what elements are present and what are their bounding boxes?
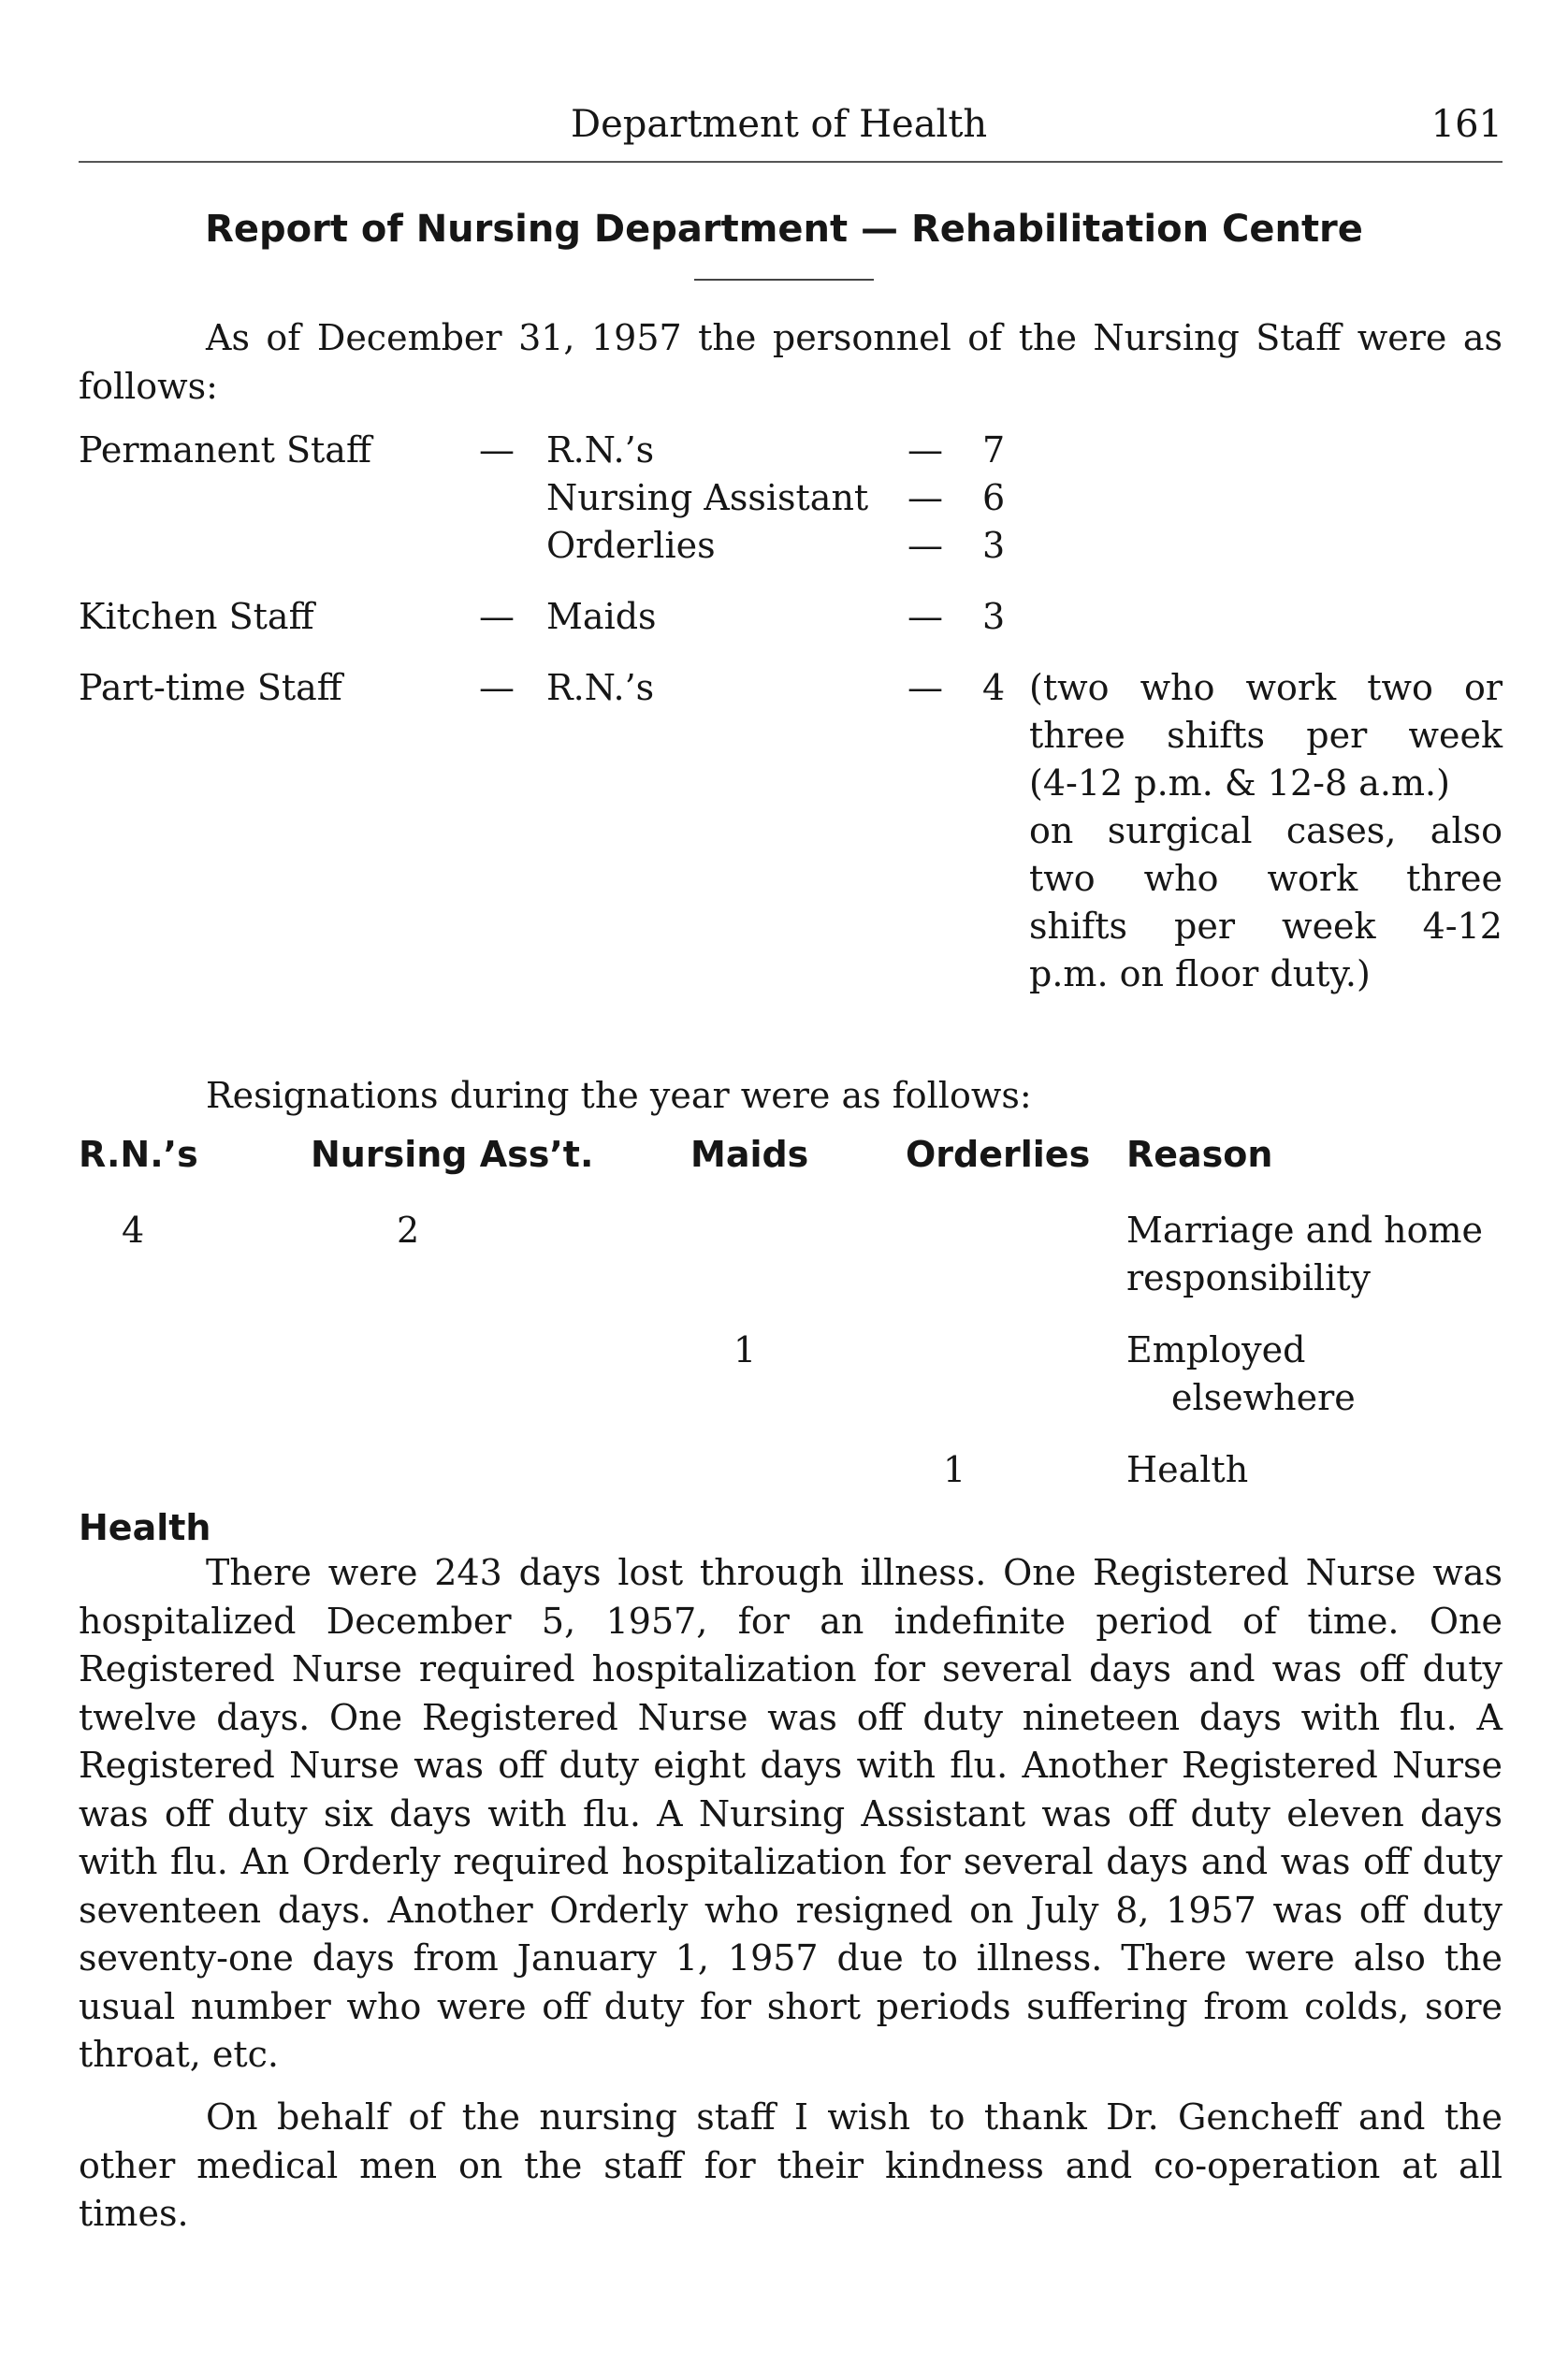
staff-role: Orderlies [546, 525, 716, 566]
intro-text: As of December 31, 1957 the personnel of the Nursing Staff were as follows: [79, 317, 1503, 407]
column-header: Nursing Ass’t. [311, 1134, 594, 1175]
section-heading: Health [79, 1507, 211, 1548]
column-header: Maids [690, 1134, 809, 1175]
dash: — [907, 667, 943, 708]
reason-line: Marriage and home [1126, 1210, 1484, 1251]
staff-group-name: Permanent Staff [79, 429, 371, 471]
dash: — [479, 596, 515, 637]
title-rule [694, 279, 874, 281]
staff-role: Nursing Assistant [546, 477, 869, 518]
closing-paragraph [79, 2094, 1503, 2239]
table-cell: 4 [122, 1210, 145, 1251]
staff-group-name: Kitchen Staff [79, 596, 314, 637]
reason-line: Employed [1126, 1329, 1306, 1370]
table-cell: 2 [397, 1210, 420, 1251]
note-line: on surgical cases, also [1029, 810, 1503, 851]
staff-count: 3 [982, 525, 1006, 566]
health-paragraph [79, 1549, 1503, 2080]
staff-role: R.N.’s [546, 667, 655, 708]
reason-line: responsibility [1126, 1257, 1372, 1298]
reason-line: Health [1126, 1449, 1249, 1490]
resignations-intro: Resignations during the year were as follows: [206, 1075, 1032, 1116]
staff-count: 4 [982, 667, 1006, 708]
dash: — [907, 477, 943, 518]
staff-count: 6 [982, 477, 1006, 518]
dash: — [907, 596, 943, 637]
page-number: 161 [1430, 103, 1503, 146]
table-cell: 1 [733, 1329, 757, 1370]
column-header: R.N.’s [79, 1134, 198, 1175]
staff-group-name: Part-time Staff [79, 667, 342, 708]
closing-text: On behalf of the nursing staff I wish to thank Dr. Gencheff and the other medical men on the staff for their kindness and co-operation at all times. [79, 2096, 1503, 2234]
note-line: (two who work two or [1029, 667, 1503, 708]
header-rule [79, 161, 1503, 163]
note-line: (4-12 p.m. & 12-8 a.m.) [1029, 762, 1450, 804]
health-text: There were 243 days lost through illness. One Registered Nurse was hospitalized December 5, 1957, for an indefinite period of time. One Registered Nurse required hospitalization for several days and was off duty twelve days. One Registered Nurse was off duty nineteen days with flu. A Registered Nurse was off duty eight days with flu. Another Registered Nurse was off duty six days with flu. A Nursing Assistant was off duty eleven days with flu. An Orderly required hospitalization for several days and was off duty seventeen days. Another Orderly who resigned on July 8, 1957 was off duty seventy-one days from January 1, 1957 due to illness. There were also the usual number who were off duty for short periods suffering from colds, sore throat, etc. [79, 1552, 1503, 2075]
staff-count: 7 [982, 429, 1006, 471]
column-header: Orderlies [906, 1134, 1091, 1175]
dash: — [907, 525, 943, 566]
staff-count: 3 [982, 596, 1006, 637]
note-line: two who work three [1029, 858, 1503, 899]
dash: — [907, 429, 943, 471]
note-line: shifts per week 4-12 [1029, 906, 1503, 947]
report-title: Report of Nursing Department — Rehabilitation Centre [205, 208, 1363, 251]
note-line: three shifts per week [1029, 715, 1503, 756]
column-header: Reason [1126, 1134, 1273, 1175]
table-cell: 1 [943, 1449, 966, 1490]
staff-role: R.N.’s [546, 429, 655, 471]
running-head: Department of Health [571, 103, 988, 146]
reason-line: elsewhere [1171, 1377, 1356, 1418]
staff-role: Maids [546, 596, 657, 637]
note-line: p.m. on floor duty.) [1029, 953, 1371, 994]
part-time-note [1029, 664, 1503, 998]
dash: — [479, 667, 515, 708]
intro-paragraph [79, 314, 1503, 411]
dash: — [479, 429, 515, 471]
